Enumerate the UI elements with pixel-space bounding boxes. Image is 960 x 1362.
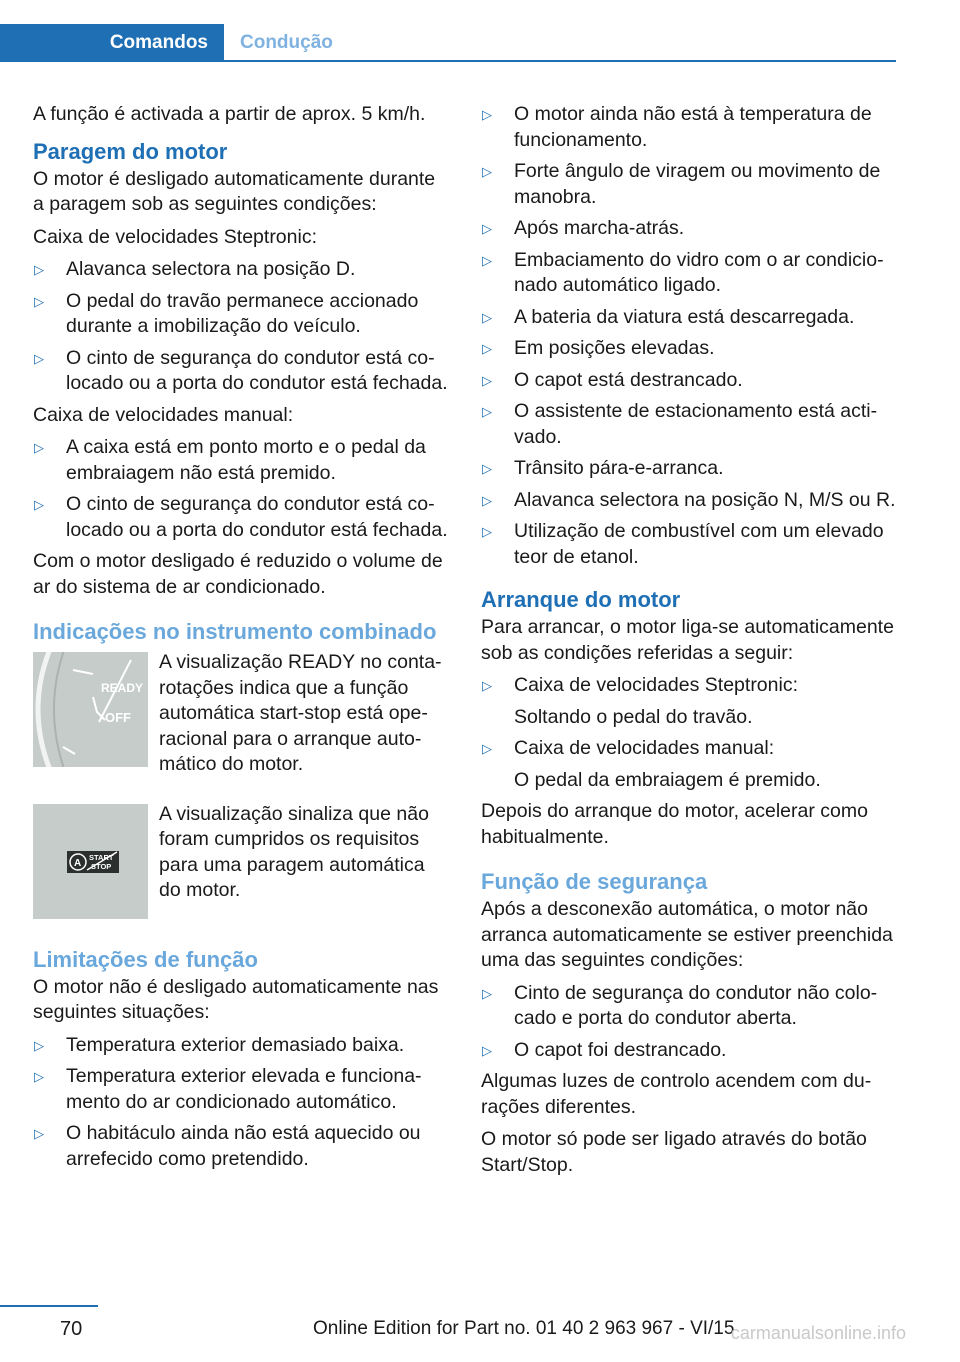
list-item: ▷ Temperatura exterior demasiado baixa. — [33, 1033, 449, 1059]
safety-heading: Função de segurança — [481, 869, 708, 894]
watermark: carmanualsonline.info — [730, 1323, 906, 1343]
safety-list — [481, 981, 899, 1064]
start-stop-indicator-image — [33, 804, 148, 919]
manual-label: Caixa de velocidades manual: — [33, 403, 294, 426]
after-start-text: Depois do arranque do motor, acelerar como habitualmente. — [481, 800, 868, 848]
ready-description: A visualização READY no conta-rotações indica que a função automática start-stop está operacional para o arranque automático do motor. — [159, 651, 442, 775]
edition-text: Online Edition for Part no. 01 40 2 963 967 - VI/15 — [313, 1318, 735, 1339]
triangle-bullet-icon: ▷ — [482, 309, 492, 325]
start-stop-figure-row — [33, 802, 449, 920]
stop-text: O motor é desligado automaticamente durante a paragem sob as seguintes condições: — [33, 167, 436, 215]
ready-indicator-image — [33, 652, 148, 767]
tachometer-icon — [33, 652, 148, 767]
list-item: ▷ A caixa está em ponto morto e o pedal da embraiagem não está premido. — [34, 436, 426, 484]
triangle-bullet-icon: ▷ — [482, 164, 492, 179]
list-item: ▷ Em posições elevadas. — [481, 336, 899, 362]
list-item: ▷ O capot foi destrancado. — [481, 1038, 899, 1064]
tab-conducao[interactable]: Condução — [240, 32, 333, 53]
list-item: ▷ O capot está destrancado. — [481, 368, 899, 394]
list-item: ▷ Alavanca selectora na posição D. — [33, 257, 449, 283]
a-label: A — [74, 857, 82, 869]
lights-note: Algumas luzes de controlo acendem com durações diferentes. — [481, 1070, 872, 1118]
limits-list-continued — [481, 102, 899, 570]
triangle-bullet-icon: ▷ — [34, 1126, 44, 1141]
triangle-bullet-icon: ▷ — [482, 741, 492, 756]
right-column — [481, 102, 899, 1185]
triangle-bullet-icon: ▷ — [482, 1042, 492, 1058]
start-stop-warning-icon — [33, 804, 148, 919]
list-item: ▷ Após marcha-atrás. — [481, 216, 899, 242]
triangle-bullet-icon: ▷ — [482, 372, 492, 388]
triangle-bullet-icon: ▷ — [482, 252, 492, 268]
triangle-bullet-icon: ▷ — [34, 440, 44, 455]
triangle-bullet-icon: ▷ — [482, 107, 492, 122]
page-number: 70 — [60, 1318, 83, 1340]
stop-label: STOP — [91, 861, 112, 871]
list-item: ▷ Utilização de combustível com um elevado teor de etanol. — [482, 520, 884, 568]
safety-text: Após a desconexão automática, o motor não arranca automaticamente se estiver preenchida uma das seguintes condições: — [481, 898, 893, 971]
triangle-bullet-icon: ▷ — [34, 1069, 44, 1084]
start-stop-description: A visualização sinaliza que não foram cumpridos os requisitos para uma paragem automática do motor. — [159, 802, 429, 901]
list-item: ▷ O pedal do travão permanece accionado durante a imobilização do veículo. — [34, 289, 419, 337]
steptronic-label: Caixa de velocidades Steptronic: — [33, 225, 317, 248]
list-item: ▷ Trânsito pára-e-arranca. — [481, 456, 899, 482]
start-list — [481, 673, 899, 793]
list-item: ▷ Caixa de velocidades manual: O pedal da embraiagem é premido. — [481, 736, 899, 793]
triangle-bullet-icon: ▷ — [482, 524, 492, 539]
triangle-bullet-icon: ▷ — [482, 985, 492, 1001]
triangle-bullet-icon: ▷ — [34, 293, 44, 309]
triangle-bullet-icon: ▷ — [482, 404, 492, 419]
stop-heading: Paragem do motor — [33, 138, 228, 164]
triangle-bullet-icon: ▷ — [482, 492, 492, 508]
list-item: ▷ A bateria da viatura está descarregada. — [481, 305, 899, 331]
limits-heading: Limitações de função — [33, 946, 258, 972]
start-text: Para arrancar, o motor liga-se automaticamente sob as condições referidas a seguir: — [481, 616, 894, 664]
off-label: OFF — [105, 710, 131, 725]
limits-list — [33, 1033, 449, 1173]
left-column — [33, 102, 449, 1178]
manual-list — [33, 435, 449, 543]
list-item: ▷ Forte ângulo de viragem ou movimento de manobra. — [482, 160, 881, 208]
start-heading: Arranque do motor — [481, 587, 681, 612]
triangle-bullet-icon: ▷ — [34, 262, 44, 277]
list-item: ▷ Embaciamento do vidro com o ar condicionado automático ligado. — [482, 248, 884, 296]
triangle-bullet-icon: ▷ — [482, 678, 492, 693]
list-item: ▷ O assistente de estacionamento está activado. — [482, 400, 878, 448]
list-item: ▷ O habitáculo ainda não está aquecido ou arrefecido como pretendido. — [34, 1122, 421, 1170]
list-item: ▷ Temperatura exterior elevada e funcionamento do ar condicionado automático. — [34, 1065, 422, 1113]
list-item-sub: O pedal da embraiagem é premido. — [514, 768, 821, 791]
list-item: ▷ Alavanca selectora na posição N, M/S ou R. — [481, 488, 899, 514]
list-item-sub: Soltando o pedal do travão. — [514, 705, 753, 728]
triangle-bullet-icon: ▷ — [34, 497, 44, 512]
list-item: ▷ O motor ainda não está à temperatura de funcionamento. — [482, 103, 872, 151]
page-header — [0, 24, 896, 62]
header-rule — [0, 60, 896, 62]
steptronic-list — [33, 257, 449, 397]
list-item: ▷ O cinto de segurança do condutor está colocado ou a porta do condutor está fechada. — [34, 493, 448, 541]
triangle-bullet-icon: ▷ — [482, 221, 492, 236]
start-label: START — [89, 852, 114, 862]
triangle-bullet-icon: ▷ — [34, 1037, 44, 1053]
list-item: ▷ O cinto de segurança do condutor está colocado ou a porta do condutor está fechada. — [34, 346, 448, 394]
triangle-bullet-icon: ▷ — [482, 341, 492, 356]
ready-figure-row — [33, 650, 449, 778]
list-item: ▷ Cinto de segurança do condutor não colocado e porta do condutor aberta. — [482, 981, 878, 1029]
triangle-bullet-icon: ▷ — [34, 350, 44, 366]
list-item: ▷ Caixa de velocidades Steptronic: Soltando o pedal do travão. — [481, 673, 899, 730]
limits-text: O motor não é desligado automaticamente nas seguintes situações: — [33, 975, 439, 1023]
triangle-bullet-icon: ▷ — [482, 461, 492, 476]
ac-note: Com o motor desligado é reduzido o volume de ar do sistema de ar condicionado. — [33, 550, 443, 598]
ready-label: READY — [101, 681, 144, 695]
button-note: O motor só pode ser ligado através do botão Start/Stop. — [481, 1128, 867, 1176]
indicators-heading: Indicações no instrumento combinado — [33, 619, 437, 644]
footer-rule — [0, 1305, 98, 1307]
intro-text: A função é activada a partir de aprox. 5 km/h. — [33, 103, 426, 125]
tab-comandos[interactable]: Comandos — [0, 24, 224, 62]
